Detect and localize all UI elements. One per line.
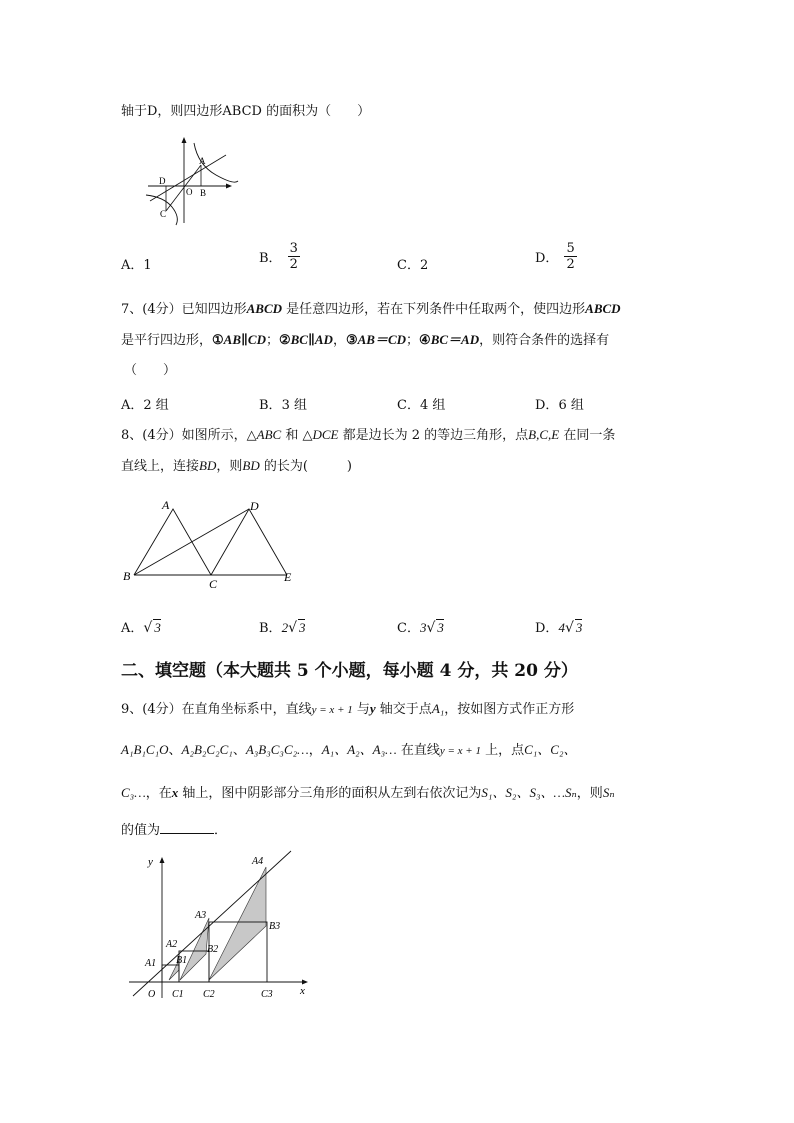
q7-option-c[interactable] (397, 394, 445, 413)
q9-l2-sep2: 、 (232, 743, 246, 758)
q8-line2-post: 的长为( ) (259, 459, 352, 474)
q7-option-a-letter: A． (121, 398, 144, 413)
q7-condition-4: BC＝AD (430, 332, 480, 347)
q8-option-b-radical-icon: √ (288, 620, 297, 636)
q9-label-b2: B2 (207, 944, 219, 955)
q6-option-d-letter: D． (535, 251, 559, 266)
q9-line-1 (121, 700, 574, 719)
q7-sep3: ； (406, 333, 420, 348)
q8-figure (118, 497, 308, 589)
section-2-title: 二、填空题（本大题共 5 个小题，每小题 4 分，共 20 分） (121, 661, 578, 681)
q8-option-c-coef: 3 (419, 620, 427, 635)
q9-label-c3: C3 (261, 989, 273, 1000)
q6-option-c[interactable] (397, 254, 428, 273)
q7-line2-post: ，则符合条件的选择有 (479, 333, 610, 348)
q9-l2-mid2: 在直线 (396, 743, 440, 758)
q7-quad1: ABCD (246, 301, 283, 316)
q7-paren: （ ） (124, 363, 177, 378)
q8-option-a-letter: A． (121, 621, 144, 636)
q9-x-arrow (302, 980, 308, 985)
q9-l3-post: ，则 (576, 786, 603, 801)
q9-l2-c-points: C₁、C₂、 (524, 742, 577, 757)
q8-seg2: BD (242, 458, 260, 473)
q7-condition-2: BC∥AD (290, 332, 333, 347)
q9-label-c1: C1 (172, 989, 184, 1000)
q6-label-o: O (186, 187, 193, 197)
q8-tri1: △ABC (246, 427, 282, 442)
q9-line-3 (121, 784, 615, 803)
q7-option-b[interactable] (259, 394, 307, 413)
q8-option-c-radicand: 3 (437, 620, 444, 635)
q8-line-1 (121, 426, 615, 445)
q9-l3-x: x (171, 785, 179, 800)
q8-label-d: D (250, 499, 259, 513)
q6-option-c-value: 2 (419, 258, 429, 273)
q9-l1-post: ，按如图方式作正方形 (444, 702, 575, 717)
q9-l4-end: ． (214, 823, 228, 838)
q8-line2-pre: 直线上，连接 (121, 459, 200, 474)
q7-condition-1: AB∥CD (223, 332, 266, 347)
q7-option-d[interactable] (535, 394, 584, 413)
q7-line-3 (124, 362, 176, 380)
q9-l3-mid2: 轴上，图中阴影部分三角形的面积从左到右依次记为 (178, 786, 482, 801)
q9-figure (125, 848, 315, 1004)
q9-l1-mid: 与 (352, 702, 370, 717)
q7-sep1: ； (265, 333, 279, 348)
q9-label-a2: A2 (166, 939, 178, 950)
q8-option-c[interactable] (397, 617, 444, 636)
q9-answer-blank[interactable] (160, 820, 214, 834)
q7-mid: 是任意四边形，若在下列条件中任取两个，使四边形 (282, 302, 586, 317)
q9-l2-mid: ， (308, 743, 322, 758)
q6-text (121, 103, 370, 121)
q6-option-b-den: 2 (289, 257, 298, 272)
q8-option-b-coef: 2 (281, 620, 289, 635)
q7-line2-pre: 是平行四边形， (121, 333, 213, 348)
q9-label-y: y (148, 856, 153, 868)
q7-option-b-value: 3 组 (281, 398, 307, 413)
q8-label-e: E (284, 570, 292, 584)
q9-label-c2: C2 (203, 989, 215, 1000)
q8-option-a-radicand: 3 (154, 620, 161, 635)
q9-square-2: A₂B₂C₂C₁ (181, 742, 233, 757)
q6-label-b: B (200, 188, 207, 198)
q6-label-a: A (199, 156, 206, 166)
q8-option-d-radical-icon: √ (564, 620, 574, 636)
q8-option-d-letter: D． (535, 621, 559, 636)
q6-label-d: D (159, 176, 166, 186)
q9-l2-mid3: 上，点 (480, 743, 525, 758)
q9-l3-c: C₃… (121, 785, 146, 800)
q8-option-b-letter: B． (259, 621, 282, 636)
q9-label-a4: A4 (252, 856, 264, 867)
q9-l2-sep1: 、 (168, 743, 182, 758)
q6-figure (140, 135, 240, 227)
q6-x-arrow (226, 184, 232, 189)
q8-tail1: 在同一条 (559, 428, 616, 443)
q8-option-b-radicand: 3 (298, 620, 306, 635)
q9-label-a1: A1 (145, 958, 157, 969)
q6-option-a[interactable] (121, 254, 152, 273)
q6-option-b-fraction (288, 241, 300, 272)
q8-label-b: B (123, 569, 131, 583)
q8-points: B,C,E (528, 427, 560, 442)
q7-prefix: 7、(4分）已知四边形 (121, 302, 247, 317)
q9-label-b3: B3 (269, 921, 281, 932)
q9-l3-sn: Sₙ (602, 785, 615, 800)
q7-option-c-letter: C． (397, 398, 420, 413)
q8-option-d[interactable] (535, 617, 582, 636)
q9-label-o: O (148, 989, 156, 1000)
q8-option-c-letter: C． (397, 621, 420, 636)
q7-condition-3: AB＝CD (357, 332, 407, 347)
q9-l2-equation: y = x + 1 (439, 745, 481, 757)
q6-option-d-fraction (564, 241, 576, 272)
q9-square-3: A₃B₃C₃C₂… (245, 742, 309, 757)
q8-label-a: A (162, 498, 170, 512)
q9-square-1: A₁B₁C₁O (121, 742, 169, 757)
q9-l1-equation: y = x + 1 (311, 704, 353, 716)
q9-label-x: x (300, 985, 305, 997)
q9-l3-mid: ，在 (145, 786, 172, 801)
q8-seg1: BD (199, 458, 217, 473)
q7-line-2 (121, 331, 609, 350)
q6-y-arrow (182, 137, 187, 143)
q7-line-1 (121, 300, 621, 319)
q7-option-d-letter: D． (535, 398, 559, 413)
q7-option-a[interactable] (121, 394, 169, 413)
q9-shaded-s3 (209, 867, 266, 980)
q8-option-c-radical-icon: √ (426, 620, 436, 636)
q8-option-a-radical-icon: √ (143, 620, 153, 636)
q7-option-d-value: 6 组 (558, 398, 584, 413)
q8-line-2 (121, 457, 352, 476)
q6-option-b[interactable] (259, 241, 300, 272)
q8-option-d-radicand: 3 (575, 620, 583, 635)
q7-c2-num: ② (278, 333, 291, 348)
q7-quad2: ABCD (585, 301, 621, 316)
q7-c4-num: ④ (419, 333, 431, 348)
q8-prefix: 8、(4分）如图所示， (121, 428, 247, 443)
q6-option-b-num: 3 (289, 241, 298, 256)
q9-l1-a1: A₁ (431, 701, 445, 716)
q8-and: 和 (281, 428, 303, 443)
q9-l4: 的值为 (121, 823, 161, 838)
q8-mid: 都是边长为 2 的等边三角形，点 (338, 428, 529, 443)
q9-y-arrow (160, 857, 165, 863)
q9-line-2 (121, 741, 576, 760)
q6-label-c: C (160, 209, 167, 219)
q6-option-a-value: 1 (143, 258, 152, 273)
q7-c3-num: ③ (345, 333, 358, 348)
q9-l2-points: A₁、A₂、A₃… (321, 742, 397, 757)
q7-option-b-letter: B． (259, 398, 282, 413)
q8-option-a[interactable] (121, 617, 161, 636)
q8-option-d-coef: 4 (558, 620, 565, 635)
q9-l1-pre: 9、(4分）在直角坐标系中，直线 (121, 702, 312, 717)
q7-option-a-value: 2 组 (143, 398, 169, 413)
q6-option-a-letter: A． (121, 258, 144, 273)
q7-c1-num: ① (212, 333, 224, 348)
q6-tail: 轴于D，则四边形ABCD 的面积为（ ） (121, 104, 371, 119)
q9-l1-mid2: 轴交于点 (375, 702, 432, 717)
q9-l3-s-list: S₁、S₂、S₃、…Sₙ (481, 785, 577, 800)
q6-option-d-num: 5 (566, 241, 575, 256)
q8-segment-bd (134, 509, 249, 575)
q8-triangle-abc (134, 509, 211, 575)
q8-option-b[interactable] (259, 617, 305, 636)
q9-l1-y: y (369, 701, 376, 716)
q9-label-b1: B1 (176, 955, 188, 966)
q8-line2-mid: ，则 (216, 459, 243, 474)
q6-option-d-den: 2 (566, 257, 575, 272)
q9-label-a3: A3 (195, 910, 207, 921)
q8-tri2: △DCE (302, 427, 339, 442)
q7-option-c-value: 4 组 (419, 398, 446, 413)
q8-label-c: C (209, 577, 218, 589)
q6-option-b-letter: B． (259, 251, 282, 266)
q6-option-c-letter: C． (397, 258, 420, 273)
q9-line-4 (121, 820, 227, 840)
q7-sep2: ， (332, 333, 346, 348)
q6-option-d[interactable] (535, 241, 577, 272)
q8-triangle-dce (211, 509, 287, 575)
